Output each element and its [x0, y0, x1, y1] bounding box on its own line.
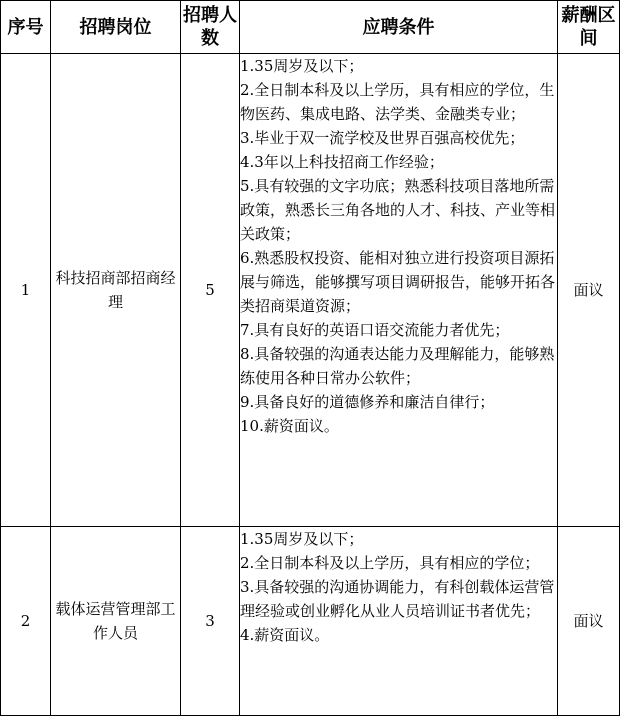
requirement-item: 9.具备良好的道德修养和廉洁自律行； — [240, 393, 495, 411]
row-requirements — [240, 54, 558, 527]
requirement-item: 3.具备较强的沟通协调能力，有科创载体运营管理经验或创业孵化从业人员培训证书者优先； — [240, 578, 555, 620]
header-salary: 薪酬区间 — [558, 1, 620, 54]
requirement-item: 2.全日制本科及以上学历，具有相应的学位，生物医药、集成电路、法学类、金融类专业； — [240, 81, 555, 123]
table-row — [1, 527, 620, 716]
row-requirements — [240, 527, 558, 716]
requirement-item: 10.薪资面议。 — [240, 417, 339, 435]
requirement-item: 4.薪资面议。 — [240, 626, 330, 644]
row-salary: 面议 — [558, 527, 620, 716]
row-count: 3 — [181, 527, 240, 716]
row-index: 2 — [1, 527, 51, 716]
header-requirements: 应聘条件 — [240, 1, 558, 54]
requirement-item: 6.熟悉股权投资、能相对独立进行投资项目源拓展与筛选，能够撰写项目调研报告，能够开拓各类招商渠道资源； — [240, 249, 556, 315]
requirement-item: 1.35周岁及以下； — [240, 57, 364, 75]
table-header-row — [1, 1, 620, 54]
row-index: 1 — [1, 54, 51, 527]
requirement-item: 7.具有良好的英语口语交流能力者优先； — [240, 321, 510, 339]
requirement-item: 3.毕业于双一流学校及世界百强高校优先； — [240, 129, 525, 147]
requirement-item: 8.具备较强的沟通表达能力及理解能力，能够熟练使用各种日常办公软件； — [240, 345, 555, 387]
requirement-item: 5.具有较强的文字功底；熟悉科技项目落地所需政策，熟悉长三角各地的人才、科技、产业等相关政策； — [240, 177, 556, 243]
requirement-item: 1.35周岁及以下； — [240, 530, 364, 548]
header-count: 招聘人数 — [181, 1, 240, 54]
row-salary: 面议 — [558, 54, 620, 527]
row-position: 科技招商部招商经理 — [51, 54, 181, 527]
row-position: 载体运营管理部工作人员 — [51, 527, 181, 716]
requirement-item: 4.3年以上科技招商工作经验； — [240, 153, 444, 171]
table-row — [1, 54, 620, 527]
header-index: 序号 — [1, 1, 51, 54]
header-position: 招聘岗位 — [51, 1, 181, 54]
requirement-item: 2.全日制本科及以上学历，具有相应的学位； — [240, 554, 540, 572]
row-count: 5 — [181, 54, 240, 527]
